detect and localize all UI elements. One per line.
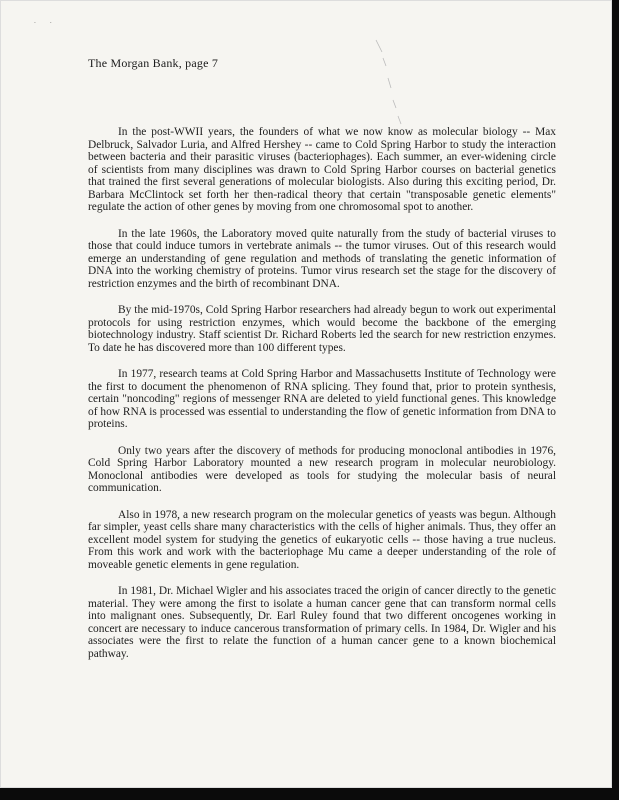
- paragraph: Also in 1978, a new research program on the molecular genetics of yeasts was begun. Although far simpler, yeast cells share many characteristics with the cells of higher animals. Thus, they offer an excellent model system for studying the genetics of eukaryotic cells -- those having a true nucleus. From this work and work with the bacteriophage Mu came a deeper understanding of the role of moveable genetic elements in gene regulation.: [88, 508, 556, 571]
- scan-edge-bottom: [0, 788, 619, 800]
- scan-scratch-mark: [374, 38, 404, 128]
- scan-specks: · ·: [34, 20, 58, 27]
- paragraph: Only two years after the discovery of methods for producing monoclonal antibodies in 1976, Cold Spring Harbor Laboratory mounted a new research program in molecular neurobiology. Monoclonal antibodies were developed as tools for studying the molecular basis of neural communication.: [88, 444, 556, 494]
- document-body: [88, 126, 556, 674]
- paragraph: In 1977, research teams at Cold Spring Harbor and Massachusetts Institute of Technology were the first to document the phenomenon of RNA splicing. They found that, prior to protein synthesis, certain "noncoding" regions of messenger RNA are deleted to yield functional genes. This knowledge of how RNA is processed was essential to understanding the flow of genetic information from DNA to proteins.: [88, 368, 556, 430]
- paragraph: In the post-WWII years, the founders of what we now know as molecular biology -- Max Delbruck, Salvador Luria, and Alfred Hershey -- came to Cold Spring Harbor to study the interaction between bacteria and their parasitic viruses (bacteriophages). Each summer, an ever-widening circle of scientists from many disciplines was drawn to Cold Spring Harbor courses on bacterial genetics that trained the first several generations of molecular biologists. Also during this exciting period, Dr. Barbara McClintock set forth her then-radical theory that certain "transposable genetic elements" regulate the action of other genes by moving from one chromosomal spot to another.: [88, 126, 556, 213]
- paragraph: In 1981, Dr. Michael Wigler and his associates traced the origin of cancer directly to the genetic material. They were among the first to isolate a human cancer gene that can transform normal cells into malignant ones. Subsequently, Dr. Earl Ruley found that two different oncogenes working in concert are necessary to induce cancerous transformation of primary cells. In 1984, Dr. Wigler and his associates were the first to relate the function of a human cancer gene to a known biochemical pathway.: [88, 585, 556, 660]
- paragraph: By the mid-1970s, Cold Spring Harbor researchers had already begun to work out experimental protocols for using restriction enzymes, which would become the backbone of the emerging biotechnology industry. Staff scientist Dr. Richard Roberts led the search for new restriction enzymes. To date he has discovered more than 100 different types.: [88, 304, 556, 354]
- paragraph: In the late 1960s, the Laboratory moved quite naturally from the study of bacterial viruses to those that could induce tumors in vertebrate animals -- the tumor viruses. Out of this research would emerge an understanding of gene regulation and methods of translating the genetic information of DNA into the working chemistry of proteins. Tumor virus research set the stage for the discovery of restriction enzymes and the birth of recombinant DNA.: [88, 227, 556, 290]
- page-header: The Morgan Bank, page 7: [88, 56, 219, 70]
- scan-edge-right: [612, 0, 619, 800]
